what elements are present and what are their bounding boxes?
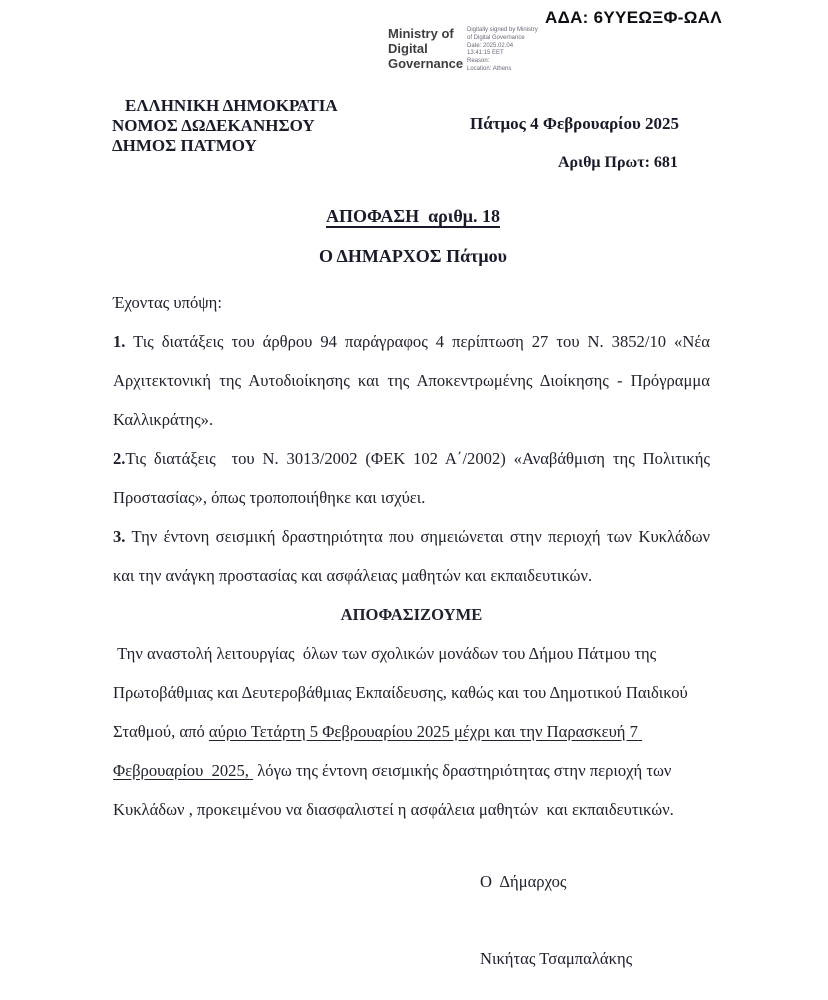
item-3-number: 3. <box>113 527 126 546</box>
legal-item-1 <box>113 322 715 439</box>
decision-issuer: Ο ΔΗΜΑΡΧΟΣ Πάτμου <box>319 246 507 266</box>
ministry-logo-text <box>388 26 463 71</box>
decision-text-after: λόγω της έντονη σεισμικής δραστηριότητας στην περιοχή των Κυκλάδων , προκειμένου να διασφαλιστεί η ασφάλεια μαθητών και εκπαιδευτικών. <box>113 761 676 819</box>
item-1-text: Τις διατάξεις του άρθρου 94 παράγραφος 4 περίπτωση 27 του Ν. 3852/10 «Νέα Αρχιτεκτονική της Αυτοδιοίκησης και της Αποκεντρωμένης Διοίκησης - Πρόγραμμα Καλλικράτης». <box>113 332 715 429</box>
ministry-logo-line: Digital <box>388 41 428 56</box>
stamp-line: of Digital Governance <box>467 34 525 41</box>
document-body <box>113 283 719 829</box>
stamp-line: Reason: <box>467 58 490 65</box>
signatory-name: Νικήτας Τσαμπαλάκης <box>480 949 633 968</box>
authority-line-republic: ΕΛΛΗΝΙΚΗ ΔΗΜΟΚΡΑΤΙΑ <box>125 96 338 115</box>
issuing-authority-block <box>112 96 338 156</box>
digital-signature-stamp <box>467 27 538 74</box>
stamp-line: Location: Athens <box>467 65 512 72</box>
decision-title <box>113 206 713 227</box>
having-regard-intro: Έχοντας υπόψη: <box>113 293 222 312</box>
place-and-date: Πάτμος 4 Φεβρουαρίου 2025 <box>470 114 680 133</box>
decision-text-before: Την αναστολή λειτουργίας όλων των σχολικών μονάδων του Δήμου Πάτμου της Πρωτοβάθμιας και Δευτεροβάθμιας Εκπαίδευσης, καθώς και του Δημοτικού Παιδικού Σταθμού, από <box>113 644 692 741</box>
ada-code: ΑΔΑ: 6ΥΥΕΩΞΦ-ΩΑΛ <box>545 8 722 27</box>
item-1-number: 1. <box>113 332 126 351</box>
decide-heading: ΑΠΟΦΑΣΙΖΟΥΜΕ <box>340 605 483 624</box>
stamp-line: 13:41:15 EET <box>467 50 504 57</box>
authority-line-prefecture: ΝΟΜΟΣ ΔΩΔΕΚΑΝΗΣΟΥ <box>112 116 315 135</box>
ministry-logo-line: Governance <box>388 56 464 71</box>
signatory-role: Ο Δήμαρχος <box>480 872 567 891</box>
item-2-number: 2. <box>113 449 126 468</box>
item-3-text: Την έντονη σεισμική δραστηριότητα που σημειώνεται στην περιοχή των Κυκλάδων και την ανάγκη προστασίας και ασφάλειας μαθητών και εκπαιδευτικών. <box>113 527 719 585</box>
authority-line-municipality: ΔΗΜΟΣ ΠΑΤΜΟΥ <box>112 136 257 155</box>
decision-paragraph <box>113 634 710 829</box>
decision-title-text: ΑΠΟΦΑΣΗ αριθμ. 18 <box>326 206 500 226</box>
decision-dates-underlined: αύριο Τετάρτη 5 Φεβρουαρίου 2025 μέχρι και την Παρασκευή 7 Φεβρουαρίου 2025, <box>113 722 643 780</box>
item-2-text: Τις διατάξεις του Ν. 3013/2002 (ΦΕΚ 102 Α΄/2002) «Αναβάθμιση της Πολιτικής Προστασίας», όπως τροποποιήθηκε και ισχύει. <box>113 449 715 507</box>
stamp-line: Digitally signed by Ministry <box>467 27 538 33</box>
legal-item-3 <box>113 517 719 595</box>
legal-item-2 <box>113 439 715 517</box>
stamp-line: Date: 2025.02.04 <box>467 42 514 49</box>
ministry-logo-line: Ministry of <box>388 26 454 41</box>
protocol-number: Αριθμ Πρωτ: 681 <box>558 154 678 171</box>
